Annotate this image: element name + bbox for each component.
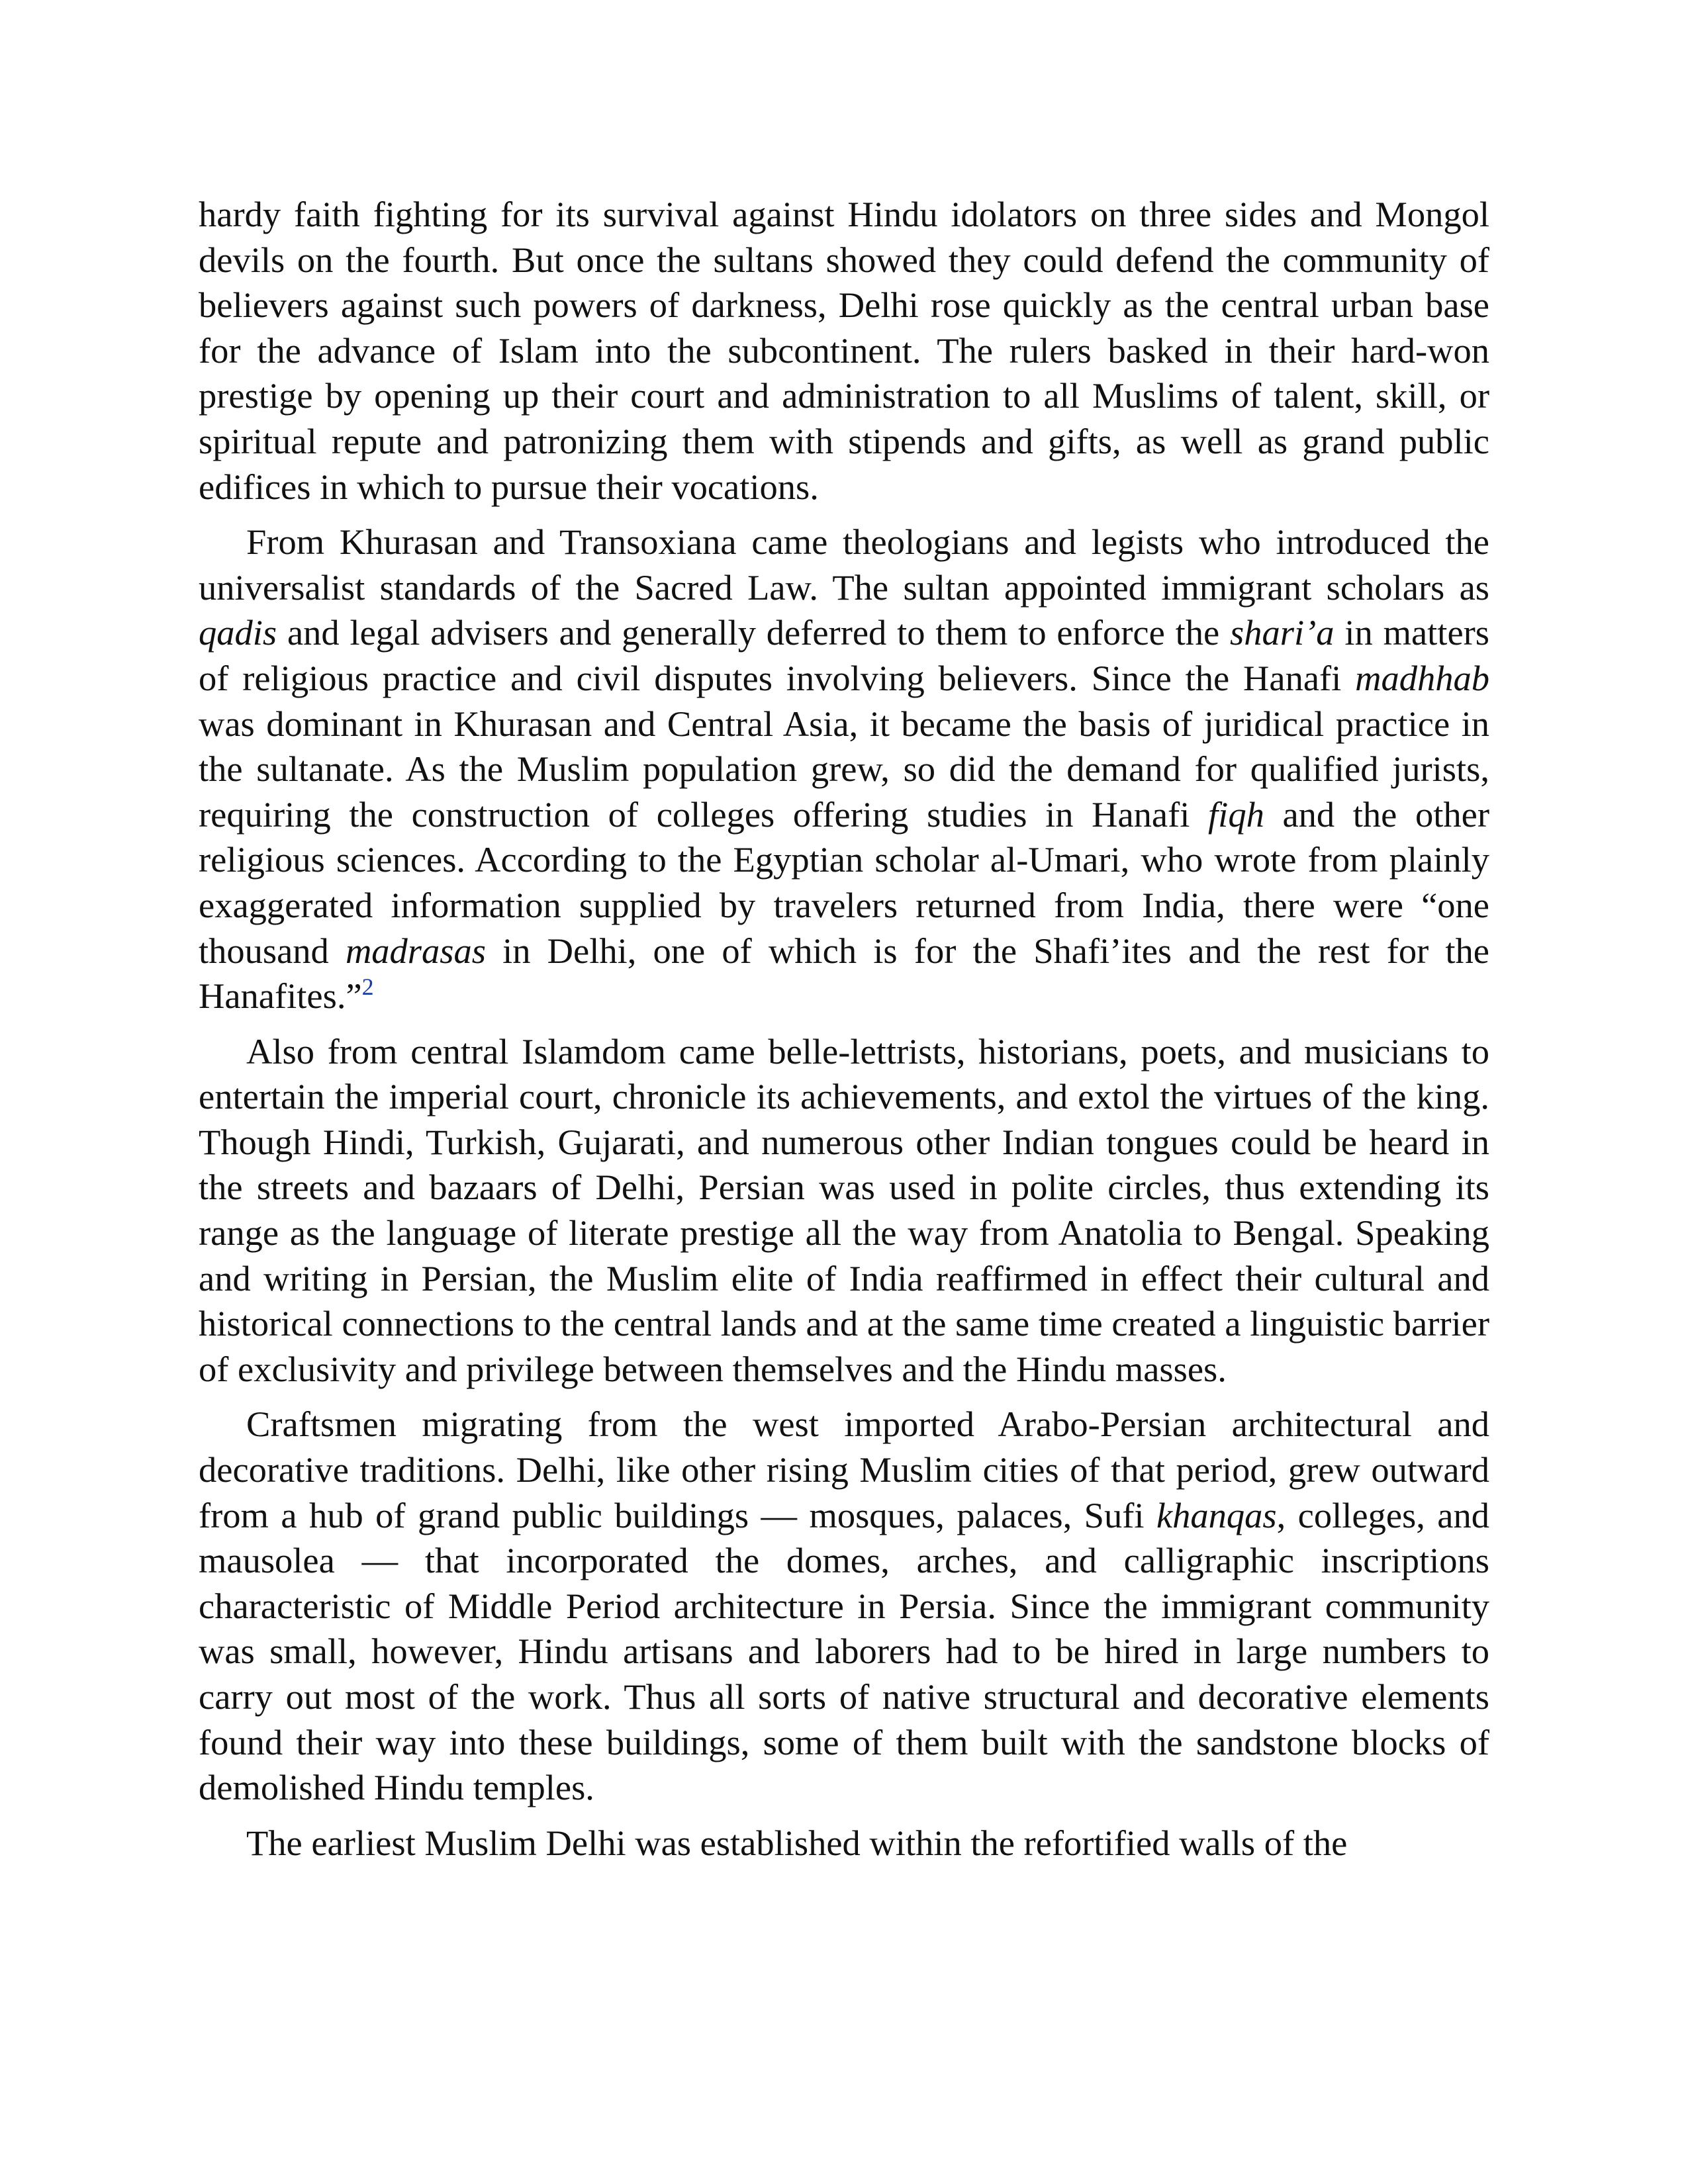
paragraph-1 (199, 192, 1489, 510)
paragraph-3 (199, 1029, 1489, 1392)
paragraph-4 (199, 1402, 1489, 1810)
italic-term: shari’a (1230, 612, 1335, 653)
page-body (199, 192, 1489, 1866)
text-run: in matters of religious practice and civil disputes involving believers. Since the Hanafi (199, 612, 1489, 698)
text-run: was dominant in Khurasan and Central Asia, it became the basis of juridical practice in the sultanate. As the Muslim population grew, so did the demand for qualified jurists, requiring the construction of colleges offering studies in Hanafi (199, 703, 1489, 835)
text-run: and the other religious sciences. According to the Egyptian scholar al-Umari, who wrote from plainly exaggerated information supplied by travelers returned from India, there were “one thousand (199, 794, 1489, 971)
paragraph-2 (199, 520, 1489, 1019)
paragraph-5 (199, 1821, 1489, 1866)
italic-term: khanqas (1156, 1494, 1277, 1535)
text-run: in Delhi, one of which is for the Shafi’ites and the rest for the Hanafites.” (199, 930, 1489, 1017)
text-run: Also from central Islamdom came belle-lettrists, historians, poets, and musicians to entertain the imperial court, chronicle its achievements, and extol the virtues of the king. Though Hindi, Turkish, Gujarati, and numerous other Indian tongues could be heard in the streets and bazaars of Delhi, Persian was used in polite circles, thus extending its range as the language of literate prestige all the way from Anatolia to Bengal. Speaking and writing in Persian, the Muslim elite of India reaffirmed in effect their cultural and historical connections to the central lands and at the same time created a linguistic barrier of exclusivity and privilege between themselves and the Hindu masses. (199, 1030, 1489, 1389)
text-run: hardy faith fighting for its survival against Hindu idolators on three sides and Mongol devils on the fourth. But once the sultans showed they could defend the community of believers against such powers of darkness, Delhi rose quickly as the central urban base for the advance of Islam into the subcontinent. The rulers basked in their hard-won prestige by opening up their court and administration to all Muslims of talent, skill, or spiritual repute and patronizing them with stipends and gifts, as well as grand public edifices in which to pursue their vocations. (199, 194, 1489, 507)
text-run: The earliest Muslim Delhi was established within the refortified walls of the (246, 1822, 1348, 1863)
italic-term: qadis (199, 612, 277, 653)
italic-term: madhhab (1355, 657, 1489, 698)
text-run: , colleges, and mausolea — that incorporated the domes, arches, and calligraphic inscriptions characteristic of Middle Period architecture in Persia. Since the immigrant community was small, however, Hindu artisans and laborers had to be hired in large numbers to carry out most of the work. Thus all sorts of native structural and decorative elements found their way into these buildings, some of them built with the sandstone blocks of demolished Hindu temples. (199, 1494, 1489, 1808)
text-run: and legal advisers and generally deferred to them to enforce the (277, 612, 1231, 653)
italic-term: fiqh (1208, 794, 1264, 835)
text-run: From Khurasan and Transoxiana came theologians and legists who introduced the universalist standards of the Sacred Law. The sultan appointed immigrant scholars as (199, 522, 1489, 608)
italic-term: madrasas (345, 930, 486, 971)
footnote-ref-link[interactable]: 2 (361, 974, 374, 1001)
text-run: Craftsmen migrating from the west imported Arabo-Persian architectural and decorative traditions. Delhi, like other rising Muslim cities of that period, grew outward from a hub of grand public buildings — mosques, palaces, Sufi (199, 1404, 1489, 1535)
